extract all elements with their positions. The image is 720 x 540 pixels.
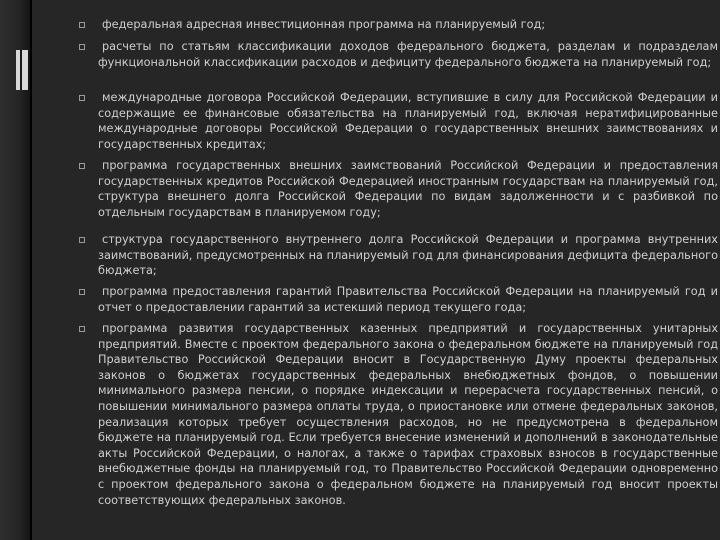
accent-mark-icon	[16, 50, 28, 90]
slide-content	[32, 0, 720, 540]
list-item-text: расчеты по статьям классификации доходов федерального бюджета, разделам и подразделам функциональной классификации расходов и дефициту федерального бюджета на планируемый год;	[98, 40, 718, 69]
list-item-text: программа предоставления гарантий Правительства Российской Федерации на планируемый год и отчет о предоставлении гарантий за истекший период текущего года;	[98, 285, 718, 314]
list-item-text: программа развития государственных казенных предприятий и государственных унитарных предприятий. Вместе с проектом федерального закона о федеральном бюджете на планируемый год Правительство Российской Федерации вносит в Государственную Думу проекты федеральных законов о бюджетах государственных федеральных внебюджетных фондов, о повышении минимального размера пенсии, о порядке индексации и перерасчета государственных пенсий, о повышении минимального размера оплаты труда, о приостановке или отмене федеральных законов, реализация которых требует осуществления расходов, но не предусмотрена в федеральном бюджете на планируемый год. Если требуется внесение изменений и дополнений в законодательные акты Российской Федерации, о налогах, а также о тарифах страховых взносов в государственные внебюджетные фонды на планируемый год, то Правительство Российской Федерации одновременно с проектом федерального закона о федеральном бюджете на планируемый год вносит проекты соответствующих федеральных законов.	[98, 322, 718, 507]
square-bullet-icon	[79, 163, 85, 169]
list-item-text: структура государственного внутреннего долга Российской Федерации и программа внутренних заимствований, предусмотренных на планируемый год для финансирования дефицита федерального бюджета;	[98, 233, 718, 278]
square-bullet-icon	[79, 237, 85, 243]
left-accent-bar	[0, 0, 30, 540]
square-bullet-icon	[79, 44, 85, 50]
square-bullet-icon	[79, 22, 85, 28]
list-item-text: программа государственных внешних заимствований Российской Федерации и предоставления государственных кредитов Российской Федерацией иностранным государствам на планируемый год, структура внешнего долга Российской Федерации по видам задолженности и с разбивкой по отдельным государствам в планируемом году;	[98, 159, 718, 219]
square-bullet-icon	[79, 95, 85, 101]
square-bullet-icon	[79, 289, 85, 295]
list-item-text: международные договора Российской Федерации, вступившие в силу для Российской Федерации и содержащие ее финансовые обязательства на планируемый год, включая нератифицированные международные договоры Российской Федерации о государственных внешних заимствованиях и государственных кредитах;	[98, 91, 718, 151]
square-bullet-icon	[79, 326, 85, 332]
list-item-text: федеральная адресная инвестиционная программа на планируемый год;	[102, 18, 546, 31]
